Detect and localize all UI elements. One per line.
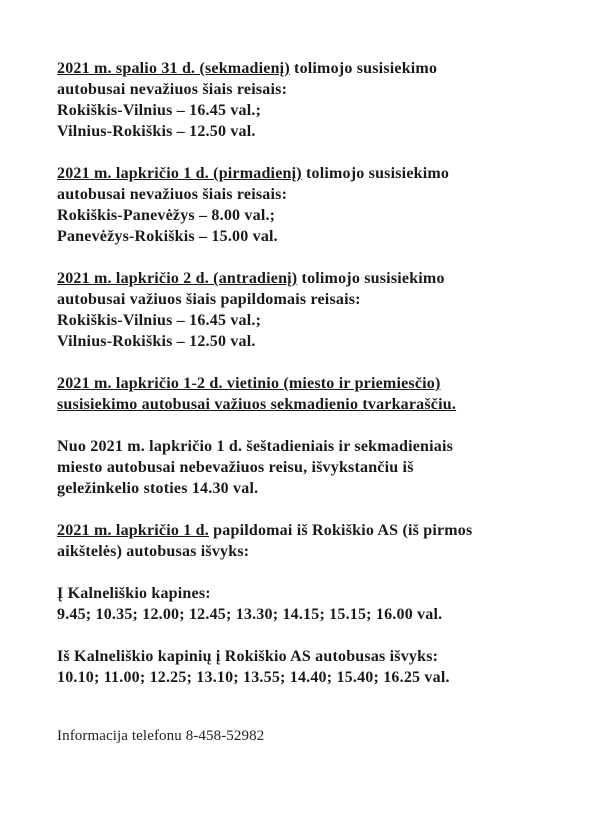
body-text: Nuo 2021 m. lapkričio 1 d. šeštadieniais ir sekmadieniais — [57, 438, 454, 455]
notice-2021-11-02-extra — [57, 268, 545, 352]
body-text: papildomai iš Rokiškio AS (iš pirmos — [208, 522, 473, 539]
text-line — [57, 205, 545, 226]
text-line — [57, 457, 545, 478]
body-text: Iš Kalneliškio kapinių į Rokiškio AS autobusas išvyks: — [57, 648, 439, 665]
underlined-date-text: 2021 m. lapkričio 1-2 d. vietinio (miesto ir priemiesčio) — [57, 375, 441, 392]
text-line — [57, 310, 545, 331]
underlined-date-text: 2021 m. lapkričio 1 d. (pirmadienį) — [57, 165, 302, 182]
body-text: tolimojo susisiekimo — [297, 270, 445, 287]
text-line — [57, 58, 545, 79]
text-line — [57, 100, 545, 121]
text-line — [57, 268, 545, 289]
text-line — [57, 394, 545, 415]
body-text: Rokiškis-Vilnius – 16.45 val.; — [57, 102, 262, 119]
body-text: autobusai nevažiuos šiais reisais: — [57, 186, 288, 203]
body-text: geležinkelio stoties 14.30 val. — [57, 480, 259, 497]
underlined-date-text: 2021 m. lapkričio 2 d. (antradienį) — [57, 270, 298, 287]
body-text: Vilnius-Rokiškis – 12.50 val. — [57, 123, 256, 140]
text-line — [57, 121, 545, 142]
body-text: Į Kalneliškio kapines: — [57, 585, 211, 602]
text-line — [57, 331, 545, 352]
body-text: Panevėžys-Rokiškis – 15.00 val. — [57, 228, 278, 245]
text-line — [57, 373, 545, 394]
body-text: autobusai nevažiuos šiais reisais: — [57, 81, 288, 98]
body-text: 9.45; 10.35; 12.00; 12.45; 13.30; 14.15; 15.15; 16.00 val. — [57, 606, 443, 623]
underlined-date-text: 2021 m. lapkričio 1 d. — [57, 522, 209, 539]
schedule-to-kalneliskis — [57, 583, 545, 625]
notice-extra-departures-intro — [57, 520, 545, 562]
text-line — [57, 541, 545, 562]
text-line — [57, 667, 545, 688]
notice-local-sunday-schedule — [57, 373, 545, 415]
body-text: tolimojo susisiekimo — [301, 165, 450, 182]
text-line — [57, 289, 545, 310]
text-line — [57, 604, 545, 625]
notice-railway-station-route — [57, 436, 545, 499]
body-text: Rokiškis-Panevėžys – 8.00 val.; — [57, 207, 276, 224]
notice-2021-11-01-cancelled — [57, 163, 545, 247]
text-line — [57, 583, 545, 604]
body-text: Vilnius-Rokiškis – 12.50 val. — [57, 333, 256, 350]
underlined-date-text: susisiekimo autobusai važiuos sekmadienio tvarkaraščiu. — [57, 396, 457, 413]
text-line — [57, 79, 545, 100]
text-line — [57, 646, 545, 667]
notice-2021-10-31 — [57, 58, 545, 142]
body-text: miesto autobusai nebevažiuos reisu, išvykstančiu iš — [57, 459, 414, 476]
underlined-date-text: 2021 m. spalio 31 d. (sekmadienį) — [57, 60, 290, 77]
body-text: 10.10; 11.00; 12.25; 13.10; 13.55; 14.40; 15.40; 16.25 val. — [57, 669, 450, 686]
footer-phone-info: Informacija telefonu 8-458-52982 — [57, 728, 265, 744]
text-line — [57, 520, 545, 541]
text-line — [57, 436, 545, 457]
body-text: aikštelės) autobusas išvyks: — [57, 543, 250, 560]
text-line — [57, 478, 545, 499]
schedule-from-kalneliskis — [57, 646, 545, 688]
body-text: tolimojo susisiekimo — [289, 60, 438, 77]
text-line — [57, 226, 545, 247]
text-line — [57, 184, 545, 205]
body-text: autobusai važiuos šiais papildomais reisais: — [57, 291, 361, 308]
body-text: Rokiškis-Vilnius – 16.45 val.; — [57, 312, 262, 329]
text-line — [57, 163, 545, 184]
notices-section — [57, 58, 545, 688]
